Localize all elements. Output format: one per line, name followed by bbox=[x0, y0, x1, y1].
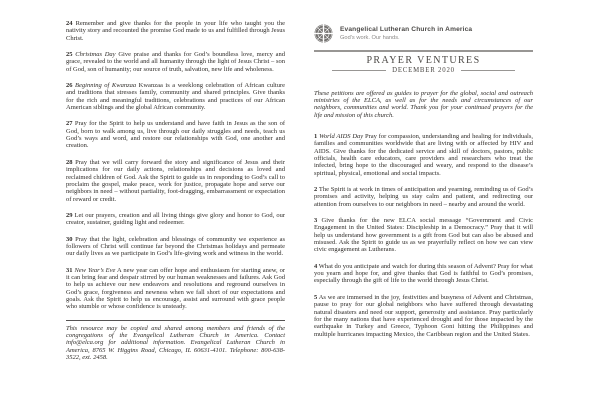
item-text: Remember and give thanks for the people in your life who taught you the nativity story and recounted the promise God made to us and fulfilled through Jesus Christ. bbox=[66, 20, 285, 42]
item-number: 5 bbox=[314, 293, 318, 301]
copyright-contact-note: This resource may be copied and shared among members and friends of the congregations of the Evangelical Lutheran Church in America. Contact info@elca.org for additional information. Evangelical Lutheran Church in America, 8765 W. Higgins Road, Chicago, IL 60631-4101. Telephone: 800-638-3522, ext. 2458. bbox=[66, 324, 285, 362]
item-text: Give praise and thanks for God’s boundless love, mercy and grace, revealed to the world and all humanity through the light of Jesus Christ – son of God, son of humanity; our source of truth, salvation, new life and wholeness. bbox=[66, 51, 286, 73]
footer-divider bbox=[66, 320, 285, 321]
org-name: Evangelical Lutheran Church in America bbox=[340, 26, 473, 33]
item-number: 30 bbox=[66, 235, 73, 243]
masthead-top-rule bbox=[314, 50, 533, 52]
intro-paragraph: These petitions are offered as guides to prayer for the global, social and outreach ministries of the ELCA, as well as for the needs and circumstances of our neighbors, communities and world. Thank you for your continued prayers for the life and mission of this church. bbox=[314, 89, 533, 119]
date-right-rule bbox=[461, 70, 515, 71]
item-number: 31 bbox=[66, 266, 73, 274]
prayer-item-2 bbox=[314, 186, 533, 208]
prayer-item-3 bbox=[314, 217, 533, 254]
newsletter-date: DECEMBER 2020 bbox=[392, 66, 455, 74]
left-column bbox=[66, 20, 285, 361]
date-left-rule bbox=[332, 70, 386, 71]
item-text: As we are immersed in the joy, festivities and busyness of Advent and Christmas, pause to pray for our global neighbors who have suffered through devastating natural disasters and need our support, generosity and assistance. Pray particularly for the many nations that have experienced drought and for those impacted by the earthquake in Turkey and Greece, Typhoon Goni hitting the Philippines and multiple hurricanes impacting Mexico, the Caribbean region and the United States. bbox=[314, 293, 533, 338]
prayer-item-24 bbox=[66, 20, 285, 42]
elca-emblem-icon bbox=[314, 24, 333, 43]
item-text: Pray for the Spirit to help us understand and have faith in Jesus as the son of God, born to walk among us, live through our daily struggles and needs, teach us God’s ways and word, and restore our relationships with God, one another and creation. bbox=[66, 120, 286, 150]
item-number: 1 bbox=[314, 132, 318, 140]
prayer-item-4 bbox=[314, 263, 533, 285]
prayer-item-31 bbox=[66, 267, 285, 311]
item-text: Let our prayers, creation and all living things give glory and honor to God, our creator, sustainer, guiding light and redeemer. bbox=[66, 211, 286, 227]
item-text: Kwanzaa is a weeklong celebration of African culture and traditions that stresses family, community and shared principles. Give thanks for the rich and meaningful traditions, celebrations and practices of our African American siblings and the global African community. bbox=[66, 82, 285, 112]
item-number: 26 bbox=[66, 82, 73, 90]
item-number: 27 bbox=[66, 120, 73, 128]
prayer-item-30 bbox=[66, 236, 285, 258]
item-date-label: New Year’s Eve bbox=[74, 266, 116, 274]
logo-text bbox=[340, 26, 472, 41]
masthead-date-row bbox=[314, 67, 533, 75]
item-number: 3 bbox=[314, 217, 318, 225]
item-text: A new year can offer hope and enthusiasm for starting anew, or it can bring fear and despair stirred by our human weaknesses and failures. Ask God to help us achieve our new endeavors and resolutions and reground ourselves in God’s grace, forgiveness and newness when we fall short of our expectations and goals. Ask the Spirit to help us encourage, assist and surround with grace people who stumble or whose confidence is unsteady. bbox=[66, 266, 286, 311]
item-date-label: World AIDS Day bbox=[319, 132, 364, 140]
item-number: 4 bbox=[314, 262, 318, 270]
item-text: Pray that we will carry forward the story and significance of Jesus and their implications for our daily actions, relationships and decisions as loved and reclaimed children of God. Ask the Spirit to guide us in responding to God’s call to proclaim the gospel, make peace, work for justice, propagate hope and serve our neighbors in need – without partiality, foot-dragging, embarrassment or expectation of reward or credit. bbox=[66, 158, 286, 203]
prayer-item-27 bbox=[66, 120, 285, 149]
item-text: Pray that the light, celebration and blessings of community we experience as followers of Christ will continue far beyond the Christmas holidays and permeate our daily lives as we participate in God’s life-giving work and witness in the world. bbox=[66, 235, 285, 258]
item-number: 28 bbox=[66, 158, 73, 166]
item-text: Pray for compassion, understanding and healing for individuals, families and communities worldwide that are living with or affected by HIV and AIDS. Give thanks for the dedicated service and skill of doctors, pastors, public officials, health care educators, care providers and researchers who treat the infected, bring hope to the discouraged and weary, and respond to the disease’s spiritual, physical, emotional and social impacts. bbox=[314, 132, 534, 177]
item-number: 29 bbox=[66, 211, 73, 219]
right-column bbox=[314, 24, 533, 338]
prayer-item-26 bbox=[66, 82, 285, 111]
item-number: 25 bbox=[66, 51, 73, 59]
newsletter-title: PRAYER VENTURES bbox=[366, 54, 481, 66]
prayer-item-25 bbox=[66, 51, 285, 73]
org-tagline: God’s work. Our hands. bbox=[340, 34, 400, 41]
prayer-item-5 bbox=[314, 294, 533, 338]
masthead bbox=[314, 50, 533, 75]
item-date-label: Beginning of Kwanzaa bbox=[75, 82, 137, 90]
prayer-item-1 bbox=[314, 133, 533, 177]
elca-logo bbox=[314, 24, 533, 43]
item-text: The Spirit is at work in times of anticipation and yearning, reminding us of God’s promises and activity, helping us stay calm and patient, and redirecting our attention from ourselves to our neighbors in need – nearby and around the world. bbox=[314, 186, 533, 208]
item-date-label: Christmas Day bbox=[75, 51, 116, 59]
item-text: What do you anticipate and watch for during this season of Advent? Pray for what you yearn and hope for, and give thanks that God is faithful to God’s promises, especially through the gift of life to the world through Jesus Christ. bbox=[314, 262, 533, 285]
item-number: 2 bbox=[314, 186, 318, 194]
item-text: Give thanks for the new ELCA social message “Government and Civic Engagement in the United States: Discipleship in a Democracy.” Pray that it will help us understand how government is a gift from God but can also be abused and misused. Ask the Spirit to guide us as we prayerfully reflect on how we can view civic engagement as Lutherans. bbox=[314, 217, 534, 254]
item-number: 24 bbox=[66, 20, 73, 27]
prayer-item-29 bbox=[66, 212, 285, 227]
prayer-item-28 bbox=[66, 159, 285, 203]
